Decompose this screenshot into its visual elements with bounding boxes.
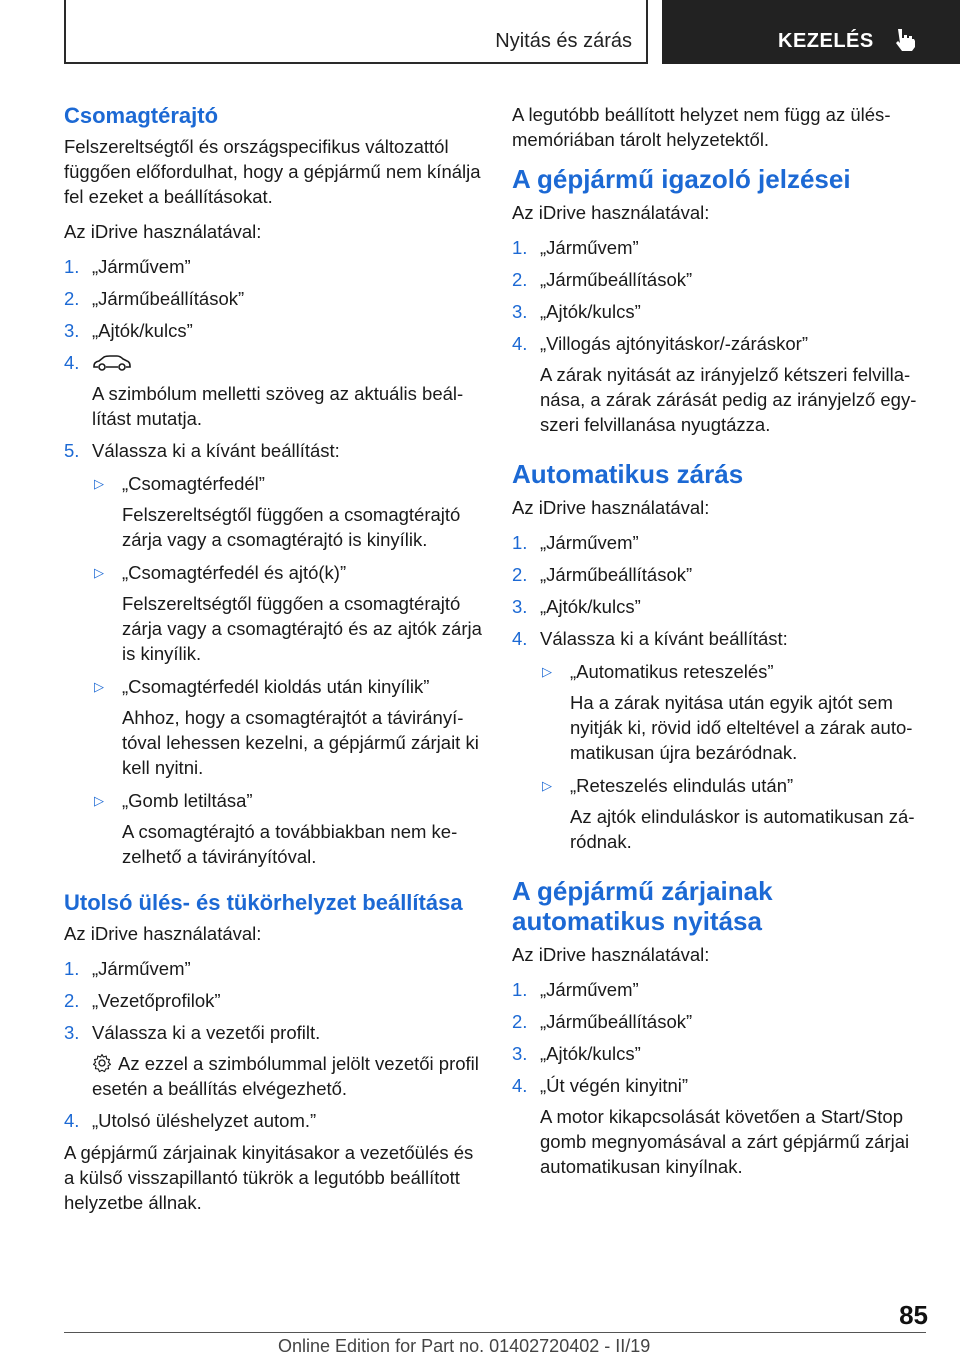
list-item: [64, 1108, 484, 1133]
option-label: „Automatikus reteszelés”: [570, 661, 774, 682]
step-text: „Ajtók/kulcs”: [540, 1043, 641, 1064]
step-number: 2.: [512, 269, 528, 290]
autolock-via: Az iDrive használatával:: [512, 497, 710, 518]
autolock-options: [540, 659, 924, 854]
step-text: „Járművem”: [540, 237, 639, 258]
car-icon: [92, 353, 132, 373]
header-section-title: Nyitás és zárás: [495, 30, 632, 52]
triangle-bullet-icon: ▷: [94, 565, 104, 580]
list-item: [512, 1009, 924, 1034]
step-number: 4.: [64, 352, 80, 373]
step-text: „Járműbeállítások”: [92, 288, 245, 309]
step-number: 3.: [512, 1043, 528, 1064]
list-item: [512, 299, 924, 324]
list-item: [512, 1041, 924, 1066]
list-item: [512, 331, 924, 437]
trunk-via: Az iDrive használatával:: [64, 221, 262, 242]
autolock-title: Automatikus zárás: [512, 459, 744, 489]
option-item: [92, 560, 484, 666]
step-text: „Járműbeállítások”: [540, 269, 693, 290]
option-desc: Ha a zárak nyitása után egyik ajtót sem nyitják ki, rövid idő elteltével a zárak automatikusan újra bezáródnak.: [570, 692, 913, 763]
list-item: [512, 562, 924, 587]
list-item: [512, 235, 924, 260]
step-text: „Járművem”: [92, 958, 191, 979]
step-number: 1.: [512, 237, 528, 258]
seat-steps: [64, 956, 484, 1133]
step-text: „Villogás ajtónyitáskor/-záráskor”: [540, 333, 809, 354]
list-item: [512, 626, 924, 854]
option-desc: Felszereltségtől függően a csomagtérajtó zárja vagy a csomagtérajtó és az ajtók zárja is kinyílik.: [122, 593, 482, 664]
step-text: „Vezetőprofilok”: [92, 990, 221, 1011]
step-number: 3.: [512, 301, 528, 322]
header-chapter-title: KEZELÉS: [778, 30, 874, 52]
autounlock-via: Az iDrive használatával:: [512, 944, 710, 965]
step-text: „Járműbeállítások”: [540, 564, 693, 585]
option-desc: Ahhoz, hogy a csomagtérajtót a távirányítóval lehessen kezelni, a gépjármű zárjait ki kell nyitni.: [122, 707, 479, 778]
header-section-box: [64, 0, 648, 64]
option-item: [540, 773, 924, 854]
list-item: [512, 267, 924, 292]
list-item: [64, 956, 484, 981]
list-item: [64, 286, 484, 311]
step-text: Válassza ki a kívánt beállítást:: [92, 440, 340, 461]
step-note-row: [92, 1051, 484, 1101]
step-note: A szimbólum melletti szöveg az aktuális beállítást mutatja.: [92, 383, 464, 429]
confirm-via: Az iDrive használatával:: [512, 202, 710, 223]
triangle-bullet-icon: ▷: [542, 778, 552, 793]
step-note: Az ezzel a szimbólummal jelölt vezetői profil esetén a beállítás elvégezhető.: [92, 1053, 479, 1099]
list-item: [512, 530, 924, 555]
option-label: „Reteszelés elindulás után”: [570, 775, 794, 796]
autolock-steps: [512, 530, 924, 854]
footer-divider: [64, 1332, 926, 1333]
list-item: [64, 254, 484, 279]
step-number: 2.: [64, 990, 80, 1011]
step-number: 1.: [512, 532, 528, 553]
right-column: [512, 102, 924, 1186]
step-text: „Út végén kinyitni”: [540, 1075, 689, 1096]
list-item: [64, 318, 484, 343]
list-item: [64, 1020, 484, 1101]
trunk-intro: Felszereltségtől és országspecifikus változattól függően előfordulhat, hogy a gépjármű nem kínálja fel ezeket a beállításokat.: [64, 136, 481, 207]
option-item: [92, 674, 484, 780]
option-desc: Felszereltségtől függően a csomagtérajtó zárja vagy a csomagtérajtó is kinyílik.: [122, 504, 461, 550]
list-item: [512, 1073, 924, 1179]
option-desc: Az ajtók elinduláskor is automatikusan záródnak.: [570, 806, 915, 852]
step-number: 1.: [512, 979, 528, 1000]
list-item: [64, 350, 484, 431]
confirm-title: A gépjármű igazoló jelzései: [512, 164, 851, 194]
option-label: „Csomagtérfedél”: [122, 473, 265, 494]
step-text: „Járművem”: [540, 979, 639, 1000]
step-number: 2.: [64, 288, 80, 309]
step-text: Válassza ki a kívánt beállítást:: [540, 628, 788, 649]
list-item: [64, 438, 484, 869]
hand-pointer-icon: [892, 26, 920, 54]
step-number: 4.: [512, 1075, 528, 1096]
option-item: [540, 659, 924, 765]
seat-via: Az iDrive használatával:: [64, 923, 262, 944]
confirm-steps: [512, 235, 924, 437]
step-text: „Ajtók/kulcs”: [540, 301, 641, 322]
step-number: 2.: [512, 564, 528, 585]
option-label: „Csomagtérfedél kioldás után kinyílik”: [122, 676, 430, 697]
option-item: [92, 788, 484, 869]
step-number: 3.: [512, 596, 528, 617]
autounlock-steps: [512, 977, 924, 1179]
step-text: „Járműbeállítások”: [540, 1011, 693, 1032]
step-number: 2.: [512, 1011, 528, 1032]
step-number: 3.: [64, 1022, 80, 1043]
step-number: 5.: [64, 440, 80, 461]
header-chapter-box: [662, 0, 960, 64]
trunk-options: [92, 471, 484, 869]
right-intro: A legutóbb beállított helyzet nem függ az ülésmemóriában tárolt helyzetektől.: [512, 104, 891, 150]
footer-edition: Online Edition for Part no. 01402720402 - II/19: [278, 1336, 651, 1356]
step-note: A motor kikapcsolását követően a Start/Stop gomb megnyomásával a zárt gépjármű zárjai automatikusan kinyílnak.: [540, 1106, 910, 1177]
option-label: „Gomb letiltása”: [122, 790, 253, 811]
gear-icon: [92, 1053, 112, 1073]
step-note: A zárak nyitását az irányjelző kétszeri felvillanása, a zárak zárását pedig az irányjelző egyszeri felvillanása nyugtázza.: [540, 364, 917, 435]
seat-title: Utolsó ülés- és tükörhelyzet beállítása: [64, 890, 463, 915]
step-text: „Utolsó üléshelyzet autom.”: [92, 1110, 317, 1131]
left-column: [64, 102, 484, 1225]
step-number: 4.: [512, 333, 528, 354]
trunk-title: Csomagtérajtó: [64, 103, 219, 128]
triangle-bullet-icon: ▷: [94, 679, 104, 694]
step-number: 1.: [64, 256, 80, 277]
option-desc: A csomagtérajtó a továbbiakban nem kezelhető a távirányítóval.: [122, 821, 458, 867]
list-item: [512, 594, 924, 619]
triangle-bullet-icon: ▷: [542, 664, 552, 679]
step-text: Válassza ki a vezetői profilt.: [92, 1022, 321, 1043]
list-item: [64, 988, 484, 1013]
trunk-steps: [64, 254, 484, 869]
step-number: 4.: [64, 1110, 80, 1131]
step-text: „Ajtók/kulcs”: [540, 596, 641, 617]
step-number: 4.: [512, 628, 528, 649]
autounlock-title: A gépjármű zárjainak automatikus nyitása: [512, 876, 773, 936]
step-number: 1.: [64, 958, 80, 979]
step-number: 3.: [64, 320, 80, 341]
triangle-bullet-icon: ▷: [94, 793, 104, 808]
triangle-bullet-icon: ▷: [94, 476, 104, 491]
page-number: 85: [899, 1300, 928, 1330]
option-item: [92, 471, 484, 552]
seat-outro: A gépjármű zárjainak kinyitásakor a vezetőülés és a külső visszapillantó tükrök a legutóbb beállított helyzetbe állnak.: [64, 1142, 474, 1213]
step-text: „Járművem”: [540, 532, 639, 553]
list-item: [512, 977, 924, 1002]
option-label: „Csomagtérfedél és ajtó(k)”: [122, 562, 347, 583]
step-text: „Ajtók/kulcs”: [92, 320, 193, 341]
step-text: „Járművem”: [92, 256, 191, 277]
